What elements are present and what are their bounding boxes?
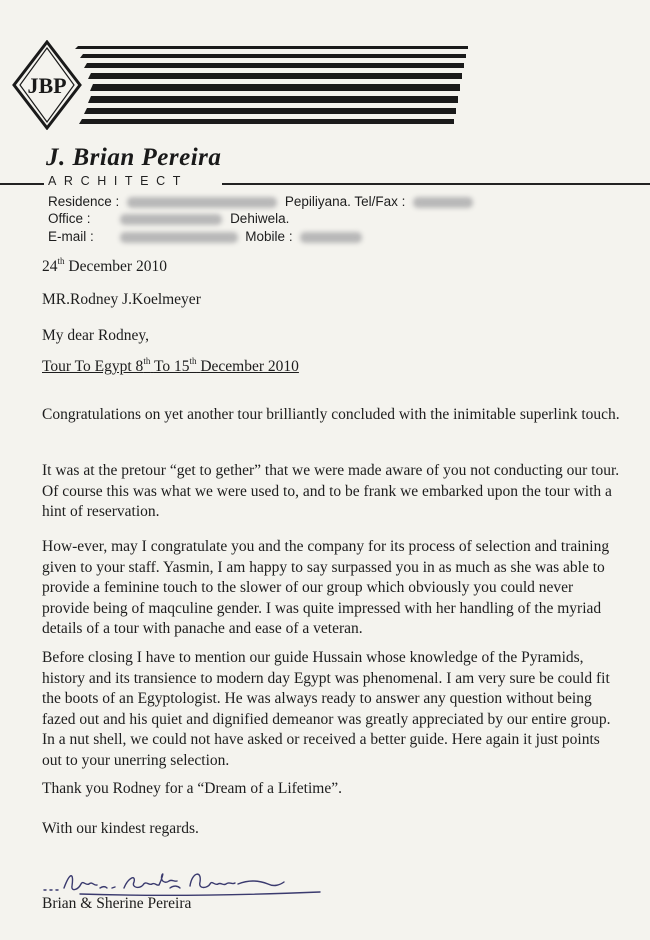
email-label: E-mail : [48,229,94,244]
residence-line [48,194,477,209]
paragraph-2: It was at the pretour “get to gether” that we were made aware of you not conducting our tour. Of course this was what we were used to, and to be frank we embarked upon the tour with a hint of reservation. [42,462,620,520]
office-label: Office : [48,211,91,226]
letter-date: 24th December 2010 [42,256,167,275]
closing: With our kindest regards. [42,820,199,837]
office-city: Dehiwela. [230,211,290,226]
recipient: MR.Rodney J.Koelmeyer [42,291,201,308]
redacted-office-address [120,214,222,225]
architect-name: J. Brian Pereira [46,144,222,171]
redacted-phone [413,197,473,208]
mobile-label: Mobile : [245,229,293,244]
redacted-address [127,197,277,208]
paragraph-1: Congratulations on yet another tour brilliantly concluded with the inimitable superlink touch. [42,406,620,423]
rule-right [222,183,650,185]
logo-lettering: JBP [27,73,67,98]
redacted-email [120,232,238,243]
email-line [48,229,366,244]
subject-line: Tour To Egypt 8th To 15th December 2010 [42,356,299,375]
architect-title: ARCHITECT [48,174,188,188]
paragraph-5: Thank you Rodney for a “Dream of a Lifetime”. [42,780,342,797]
residence-label: Residence : [48,194,120,209]
paragraph-4: Before closing I have to mention our guide Hussain whose knowledge of the Pyramids, history and its transience to modern day Egypt was phenomenal. I am very sure be could fit the boots of an Egyptologist. He was always ready to answer any question without being fazed out and his quiet and dignified demeanor was greatly appreciated by our entire group. In a nut shell, we could not have asked or received a better guide. Here again it just points out to your unerring selection. [42,649,611,769]
salutation: My dear Rodney, [42,327,150,344]
rule-left [0,183,44,185]
telfax-label: Tel/Fax : [354,194,406,209]
office-line [48,211,289,226]
letterhead-stripes [70,40,470,130]
residence-city: Pepiliyana. [284,194,351,209]
signature-name: Brian & Sherine Pereira [42,895,192,912]
paragraph-3: How-ever, may I congratulate you and the company for its process of selection and training given to your staff. Yasmin, I am happy to say surpassed you in as much as she was able to provide a feminine touch to the slower of our group which obviously you could never provide being of maqculine gender. I was quite impressed with her handling of the myriad details of a tour with panache and ease of a veteran. [42,538,610,637]
redacted-mobile [300,232,362,243]
